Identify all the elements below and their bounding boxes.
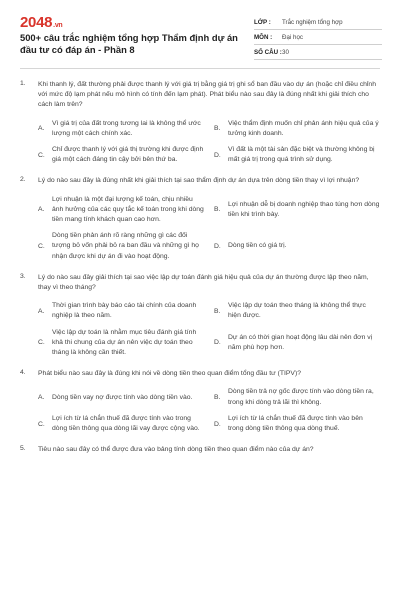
answer-option[interactable]	[214, 328, 380, 359]
logo-text: 2048	[20, 14, 53, 31]
answer-option[interactable]	[214, 387, 380, 407]
logo-suffix: .vn	[53, 22, 63, 29]
option-text: Việc lập dự toán theo tháng là không thể thực hiện được.	[228, 302, 366, 320]
question-text: Phát biểu nào sau đây là đúng khi nói về dòng tiền theo quan điểm tổng đầu tư (TIPV)?	[38, 370, 302, 378]
document-header	[0, 0, 400, 62]
question-number: 3.	[20, 272, 26, 280]
question-item	[0, 445, 400, 455]
answer-options	[38, 301, 380, 358]
meta-row-class	[254, 15, 382, 30]
option-letter: B.	[214, 125, 221, 133]
option-letter: B.	[214, 307, 221, 315]
option-text: Dòng tiền phản ánh rõ ràng những gì các đối tượng bỏ vốn phải bỏ ra ban đầu và những gì họ nhận được khi dự án đi vào hoạt động.	[52, 232, 199, 260]
answer-option[interactable]	[38, 119, 204, 139]
option-letter: A.	[38, 206, 45, 214]
option-letter: D.	[214, 339, 221, 347]
option-text: Lợi nhuận là một đại lượng kế toán, chịu nhiều ảnh hưởng của các quy tắc kế toán trong khi dòng tiền mang tính khách quan cao hơn.	[52, 195, 204, 224]
meta-value: 30	[282, 48, 289, 56]
option-text: Vì đất là một tài sản đặc biệt và thường không bị mất giá trị trong quá trình sử dụng.	[228, 146, 375, 164]
question-text: Lý do nào sau đây là đúng nhất khi giải thích tại sao thẩm định dự án dựa trên dòng tiền thay vì lợi nhuận?	[38, 177, 360, 185]
site-logo[interactable]	[20, 14, 62, 31]
answer-option[interactable]	[38, 195, 204, 226]
option-text: Dòng tiền trả nợ gốc được tính vào dòng tiền ra, trong khi dòng trả lãi thì không.	[228, 388, 374, 406]
question-number: 1.	[20, 80, 26, 87]
question-number: 2.	[20, 176, 26, 184]
option-text: Dòng tiền có giá trị.	[228, 242, 287, 250]
option-text: Dòng tiền vay nợ được tính vào dòng tiền vào.	[52, 393, 193, 401]
meta-row-subject	[254, 30, 382, 45]
header-divider	[20, 68, 380, 69]
answer-option[interactable]	[214, 195, 380, 226]
option-text: Thời gian trình bày báo cáo tài chính của doanh nghiệp là theo năm.	[52, 302, 197, 320]
question-list	[0, 80, 400, 466]
answer-option[interactable]	[214, 119, 380, 139]
option-text: Vì giá trị của đất trong tương lai là không thể ước lượng một cách chính xác.	[52, 119, 201, 137]
answer-option[interactable]	[38, 231, 204, 262]
answer-options	[38, 387, 380, 434]
option-letter: D.	[214, 420, 221, 428]
meta-label: LỚP :	[254, 18, 271, 26]
option-text: Chỉ được thanh lý với giá thị trường khi được định giá một cách đáng tin cậy bởi bên thứ ba.	[52, 146, 204, 164]
option-letter: A.	[38, 394, 45, 402]
option-text: Lợi ích từ lá chắn thuế đã được tính vào bên trong dòng tiền thông qua dòng thuế.	[228, 414, 363, 433]
question-number: 5.	[20, 445, 26, 453]
option-letter: C.	[38, 151, 45, 159]
option-letter: D.	[214, 151, 221, 159]
document-title: 500+ câu trắc nghiệm tổng hợp Thẩm định dự án đầu tư có đáp án - Phần 8	[20, 32, 238, 55]
option-letter: B.	[214, 206, 221, 214]
answer-option[interactable]	[214, 145, 380, 165]
option-text: Việc lập dự toán là nhằm mục tiêu đánh giá tính khả thi chung của dự án nên việc dự toán theo tháng là không cần thiết.	[52, 328, 197, 357]
question-item	[0, 176, 400, 261]
answer-option[interactable]	[38, 387, 204, 407]
option-letter: C.	[38, 243, 45, 251]
option-letter: A.	[38, 307, 45, 315]
meta-label: SỐ CÂU :	[254, 48, 282, 56]
question-item	[0, 80, 400, 165]
option-text: Lợi ích từ lá chắn thuế đã được tính vào trong dòng tiền thông qua dòng lãi vay được cộng vào.	[52, 414, 200, 433]
option-letter: B.	[214, 394, 221, 402]
answer-options	[38, 195, 380, 262]
question-text: Lý do nào sau đây giải thích tại sao việc lập dự toán đánh giá hiệu quả của dự án thường được lập theo năm, thay vì theo tháng?	[38, 273, 369, 292]
answer-options	[38, 119, 380, 166]
meta-label: MÔN :	[254, 33, 273, 41]
meta-value: Trắc nghiệm tổng hợp	[282, 18, 343, 26]
option-letter: D.	[214, 243, 221, 251]
meta-table	[254, 15, 382, 60]
meta-value: Đại học	[282, 33, 303, 41]
question-item	[0, 273, 400, 358]
option-text: Lợi nhuận dễ bị doanh nghiệp thao túng hơn dòng tiền khi trình bày.	[228, 200, 380, 218]
question-number: 4.	[20, 369, 26, 377]
question-item	[0, 369, 400, 434]
question-text: Khi thanh lý, đất thường phải được thanh lý với giá trị bằng giá trị ghi sổ ban đầu vào dự án (hoặc chỉ điều chỉnh với mức độ lạm phát nếu mô hình có tính đến lạm phát). Phát biểu nào sau đây là đúng nhất khi giải thích cho cách làm trên?	[38, 81, 376, 109]
question-text: Tiêu nào sau đây có thể được đưa vào bảng tính dòng tiền theo quan điểm nào của dự án?	[38, 446, 314, 454]
option-text: Việc thẩm định muốn chỉ phản ánh hiệu quả của ý tưởng kinh doanh.	[228, 119, 379, 137]
option-text: Dự án có thời gian hoạt động lâu dài nên đơn vị năm phù hợp hơn.	[228, 333, 373, 351]
option-letter: C.	[38, 420, 45, 428]
answer-option[interactable]	[38, 145, 204, 165]
option-letter: A.	[38, 125, 45, 133]
meta-row-count	[254, 45, 382, 60]
answer-option[interactable]	[214, 301, 380, 321]
answer-option[interactable]	[38, 328, 204, 359]
answer-option[interactable]	[38, 414, 204, 434]
answer-option[interactable]	[214, 414, 380, 434]
option-letter: C.	[38, 339, 45, 347]
answer-option[interactable]	[38, 301, 204, 321]
answer-option[interactable]	[214, 231, 380, 262]
